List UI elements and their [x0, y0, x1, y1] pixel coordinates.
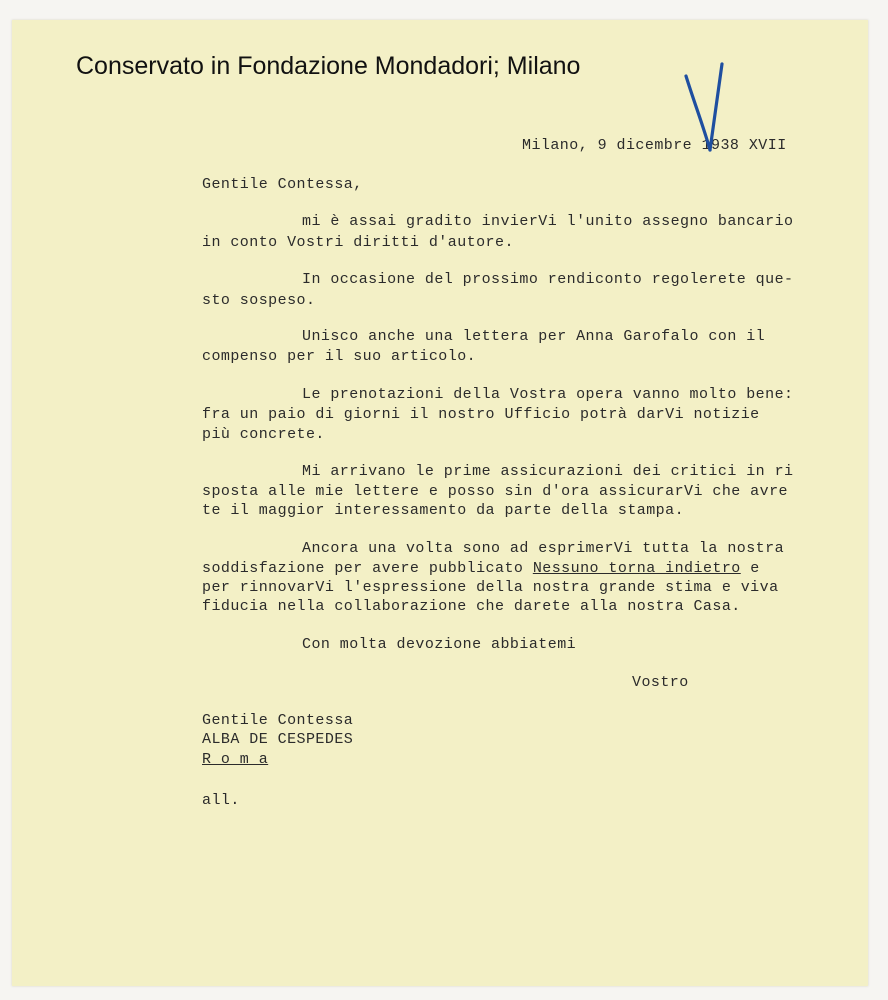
closing-line: Con molta devozione abbiatemi — [302, 636, 577, 653]
letter-date: Milano, 9 dicembre 1938 XVII — [522, 137, 787, 154]
paragraph-2-line-1: In occasione del prossimo rendiconto regolerete que- — [302, 271, 794, 288]
paragraph-6-text-before-title: soddisfazione per avere pubblicato — [202, 560, 533, 577]
paragraph-3-line-2: compenso per il suo articolo. — [202, 348, 477, 365]
recipient-name: ALBA DE CESPEDES — [202, 731, 354, 748]
paragraph-2-line-2: sto sospeso. — [202, 292, 316, 309]
recipient-title: Gentile Contessa — [202, 712, 354, 729]
paragraph-3-line-1: Unisco anche una lettera per Anna Garofalo con il — [302, 328, 766, 345]
archive-watermark: Conservato in Fondazione Mondadori; Milano — [76, 52, 581, 80]
paragraph-1-line-2: in conto Vostri diritti d'autore. — [202, 234, 514, 251]
paragraph-4-line-1: Le prenotazioni della Vostra opera vanno molto bene: — [302, 386, 794, 403]
paragraph-1-line-1: mi è assai gradito invierVi l'unito assegno bancario — [302, 213, 794, 230]
paragraph-6-text-after-title: e — [740, 560, 760, 577]
paragraph-5-line-2: sposta alle mie lettere e posso sin d'ora assicurarVi che avre — [202, 483, 788, 500]
paragraph-6-line-2 — [202, 560, 760, 578]
enclosure-note: all. — [202, 792, 240, 809]
paragraph-5-line-1: Mi arrivano le prime assicurazioni dei critici in ri — [302, 463, 794, 480]
paragraph-6-line-3: per rinnovarVi l'espressione della nostra grande stima e viva — [202, 579, 779, 596]
paragraph-5-line-3: te il maggior interessamento da parte della stampa. — [202, 502, 685, 519]
paragraph-4-line-2: fra un paio di giorni il nostro Ufficio potrà darVi notizie — [202, 406, 760, 423]
salutation: Gentile Contessa, — [202, 176, 363, 193]
paragraph-4-line-3: più concrete. — [202, 426, 325, 443]
recipient-city: R o m a — [202, 751, 269, 768]
paragraph-6-line-4: fiducia nella collaborazione che darete alla nostra Casa. — [202, 598, 741, 615]
book-title: Nessuno torna indietro — [532, 560, 741, 577]
paragraph-6-line-1: Ancora una volta sono ad esprimerVi tutta la nostra — [302, 540, 785, 557]
signature-word: Vostro — [632, 674, 689, 691]
